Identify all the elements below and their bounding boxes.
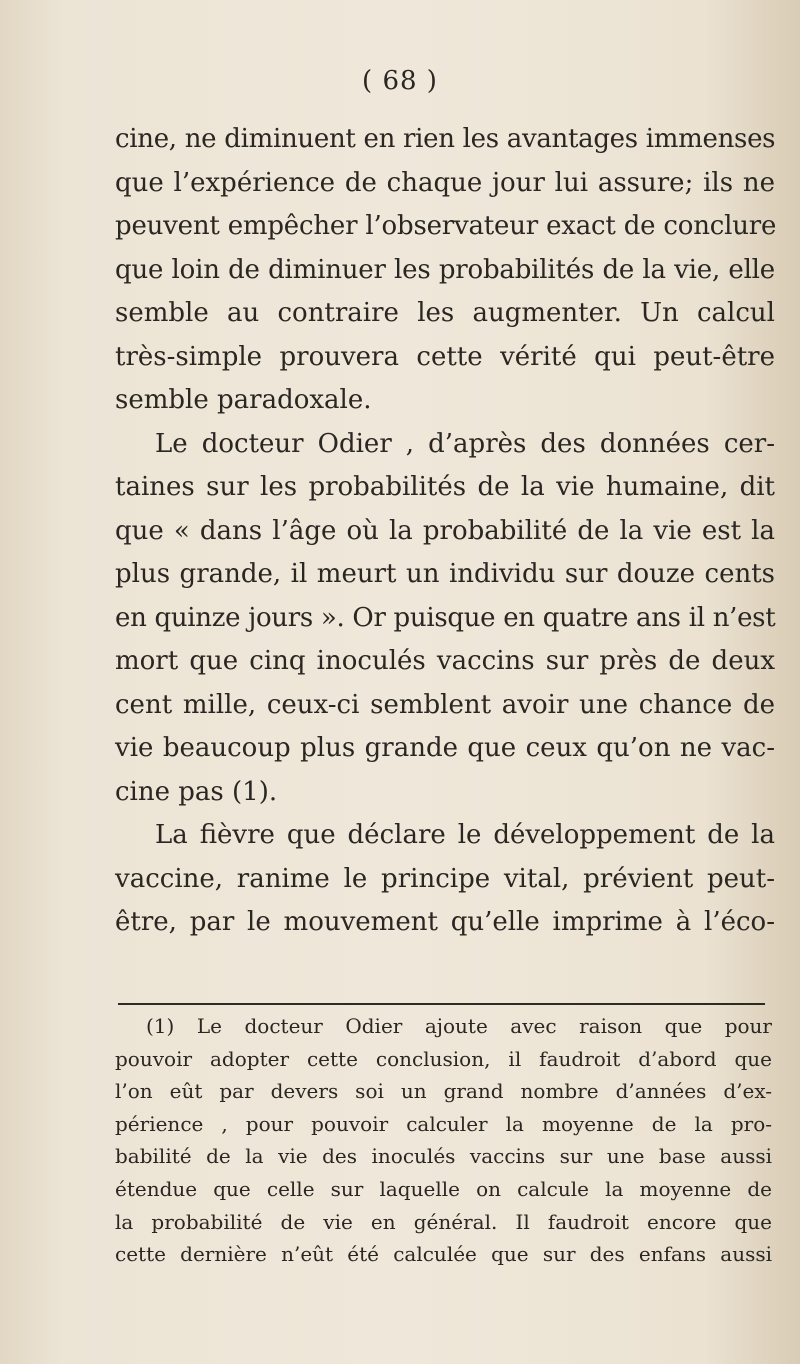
text-line: que loin de diminuer les probabilités de la vie, elle: [115, 254, 775, 285]
text-line: cent mille, ceux-ci semblent avoir une chance de: [115, 689, 775, 720]
text-line: mort que cinq inoculés vaccins sur près de deux: [115, 646, 775, 676]
footnote-line: l’on eût par devers soi un grand nombre d’années d’ex-: [115, 1079, 772, 1104]
page-number: ( 68 ): [362, 66, 438, 96]
footnote-line: (1) Le docteur Odier ajoute avec raison que pour: [146, 1014, 772, 1038]
text-line: semble au contraire les augmenter. Un calcul: [115, 298, 775, 328]
text-line: en quinze jours ». Or puisque en quatre ans il n’est: [115, 602, 776, 633]
text-line: La fièvre que déclare le développement de la: [155, 820, 775, 850]
text-line: taines sur les probabilités de la vie humaine, dit: [115, 472, 775, 502]
footnote-line: pouvoir adopter cette conclusion, il faudroit d’abord que: [115, 1046, 772, 1071]
footnote-line: la probabilité de vie en général. Il faudroit encore que: [115, 1209, 772, 1234]
text-line: très-simple prouvera cette vérité qui peut-être: [115, 341, 775, 372]
text-line: que l’expérience de chaque jour lui assure; ils ne: [115, 167, 775, 198]
text-line: vie beaucoup plus grande que ceux qu’on ne vac-: [115, 733, 775, 763]
text-line: plus grande, il meurt un individu sur douze cents: [115, 559, 775, 589]
text-line: cine, ne diminuent en rien les avantages immenses: [115, 124, 776, 154]
footnote-divider: [118, 1003, 765, 1005]
footnote-line: cette dernière n’eût été calculée que sur des enfans aussi: [115, 1242, 772, 1267]
text-line: peuvent empêcher l’observateur exact de conclure: [115, 211, 777, 241]
footnote-line: étendue que celle sur laquelle on calcule la moyenne de: [115, 1176, 772, 1201]
text-line: Le docteur Odier , d’après des données cer-: [155, 428, 775, 459]
text-line: vaccine, ranime le principe vital, prévient peut-: [115, 863, 775, 894]
text-line: semble paradoxale.: [115, 385, 372, 415]
text-line: être, par le mouvement qu’elle imprime à l’éco-: [115, 907, 775, 937]
text-line: cine pas (1).: [115, 776, 278, 807]
main-text: [115, 118, 775, 945]
footnote: [115, 1010, 772, 1271]
footnote-line: babilité de la vie des inoculés vaccins sur une base aussi: [115, 1144, 772, 1169]
text-line: que « dans l’âge où la probabilité de la vie est la: [115, 515, 775, 546]
footnote-line: périence , pour pouvoir calculer la moyenne de la pro-: [115, 1111, 772, 1136]
